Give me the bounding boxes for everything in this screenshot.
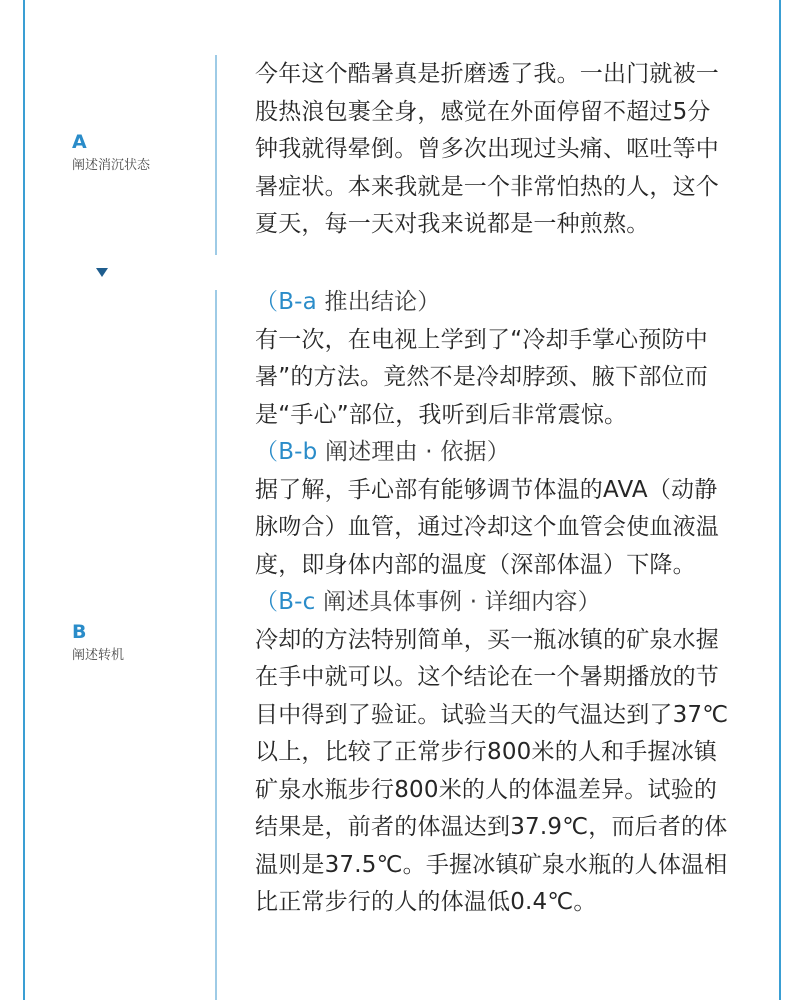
paragraph-line: 暑症状。本来我就是一个非常怕热的人，这个 xyxy=(255,173,719,200)
part-b-b-heading xyxy=(255,434,775,472)
paragraph-line: 今年这个酷暑真是折磨透了我。一出门就被一 xyxy=(255,61,719,87)
paragraph-line: 矿泉水瓶步行800米的人的体温差异。试验的 xyxy=(255,776,718,803)
paragraph-line: 比正常步行的人的体温低0.4℃。 xyxy=(255,889,597,915)
paragraph-line: 据了解，手心部有能够调节体温的AVA（动静 xyxy=(255,476,718,503)
section-a-letter: A xyxy=(72,131,87,153)
part-b-c-code: （B-c xyxy=(255,589,316,615)
section-a-label xyxy=(72,130,212,176)
paragraph-line: 暑”的方法。竟然不是冷却脖颈、腋下部位而 xyxy=(255,364,708,390)
paragraph-line: 目中得到了验证。试验当天的气温达到了37℃ xyxy=(255,701,729,728)
paragraph-line: 钟我就得晕倒。曾多次出现过头痛、呕吐等中 xyxy=(255,136,719,162)
paragraph-line: 有一次，在电视上学到了“冷却手掌心预防中 xyxy=(255,326,708,353)
section-b-content xyxy=(255,284,775,922)
paragraph-line: 温则是37.5℃。手握冰镇矿泉水瓶的人体温相 xyxy=(255,851,728,878)
section-b-divider xyxy=(215,290,217,1000)
part-b-b-code: （B-b xyxy=(255,439,318,465)
paragraph-line: 度，即身体内部的温度（深部体温）下降。 xyxy=(255,551,696,578)
paragraph-line: 股热浪包裹全身，感觉在外面停留不超过5分 xyxy=(255,98,711,125)
section-a-subtitle: 阐述消沉状态 xyxy=(72,158,151,173)
paragraph-line: 在手中就可以。这个结论在一个暑期播放的节 xyxy=(255,664,719,690)
paragraph-line: 结果是，前者的体温达到37.9℃，而后者的体 xyxy=(255,814,728,840)
paragraph-line: 冷却的方法特别简单，买一瓶冰镇的矿泉水握 xyxy=(255,626,719,653)
down-arrow-icon xyxy=(96,268,108,277)
part-b-c-title: 阐述具体事例 · 详细内容） xyxy=(323,589,601,615)
part-b-a-code: （B-a xyxy=(255,289,317,315)
section-b-letter: B xyxy=(72,621,87,643)
paragraph-line: 夏天，每一天对我来说都是一种煎熬。 xyxy=(255,211,650,237)
section-b-label xyxy=(72,620,212,666)
part-b-b-title: 阐述理由 · 依据） xyxy=(325,439,510,465)
paragraph-line: 是“手心”部位，我听到后非常震惊。 xyxy=(255,401,628,428)
paragraph-line: 脉吻合）血管，通过冷却这个血管会使血液温 xyxy=(255,514,719,540)
part-b-c-heading xyxy=(255,584,775,622)
paragraph-line: 以上，比较了正常步行800米的人和手握冰镇 xyxy=(255,739,718,765)
section-b-subtitle: 阐述转机 xyxy=(72,648,125,663)
section-a-divider xyxy=(215,55,217,255)
section-a-paragraph xyxy=(255,56,775,244)
part-b-a-heading xyxy=(255,284,775,322)
part-b-a-title: 推出结论） xyxy=(324,289,441,315)
